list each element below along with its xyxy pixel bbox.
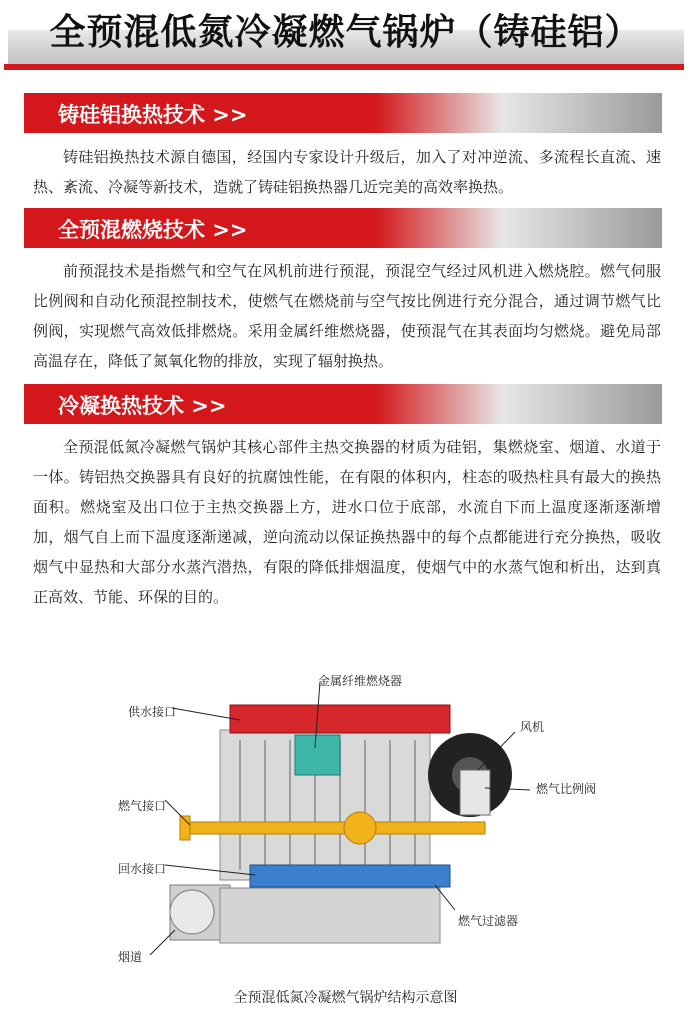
gas-joint	[344, 812, 376, 844]
label-supply: 供水接口	[128, 705, 177, 719]
title-underline	[4, 64, 684, 70]
label-fan: 风机	[520, 720, 545, 734]
label-gas-valve: 燃气比例阀	[536, 782, 597, 796]
section-body: 全预混低氮冷凝燃气锅炉其核心部件主热交换器的材质为硅铝，集燃烧室、烟道、水道于一体。铸铝热交换器具有良好的抗腐蚀性能，在有限的体积内，柱态的吸热柱具有最大的换热面积。燃烧室及出口位于主热交换器上方，进水口位于底部，水流自下而上温度逐渐逐渐增加，烟气自上而下温度逐渐递减，逆向流动以保证换热器中的每个点都能进行充分换热，吸收烟气中显热和大部分水蒸汽潜热，有限的降低排烟温度，使烟气中的水蒸气饱和析出，达到真正高效、节能、环保的目的。	[33, 438, 661, 606]
supply-manifold	[230, 705, 450, 733]
page-title: 全预混低氮冷凝燃气锅炉（铸硅铝）	[49, 12, 642, 53]
section-body: 铸硅铝换热技术源自德国，经国内专家设计升级后，加入了对冲逆流、多流程长直流、速热、紊流、冷凝等新技术，造就了铸硅铝换热器几近完美的高效率换热。	[33, 148, 661, 196]
label-filter: 燃气过滤器	[458, 914, 519, 928]
diagram-caption: 全预混低氮冷凝燃气锅炉结构示意图	[233, 990, 458, 1006]
section-heading: 冷凝换热技术 >>	[58, 394, 227, 418]
gas-valve	[460, 770, 490, 815]
label-gas-inlet: 燃气接口	[118, 799, 167, 813]
boiler-diagram	[110, 660, 640, 980]
section-body: 前预混技术是指燃气和空气在风机前进行预混，预混空气经过风机进入燃烧腔。燃气伺服比例阀和自动化预混控制技术，使燃气在燃烧前与空气按比例进行充分混合，通过调节燃气比例阀，实现燃气高效低排燃烧。采用金属纤维燃烧器，使预混气在其表面均匀燃烧。避免局部高温存在，降低了氮氧化物的排放，实现了辐射换热。	[33, 262, 661, 370]
gas-pipe	[185, 822, 485, 834]
label-return: 回水接口	[118, 862, 167, 876]
label-burner: 金属纤维燃烧器	[318, 674, 403, 688]
section-heading: 铸硅铝换热技术 >>	[58, 103, 248, 127]
section-heading: 全预混燃烧技术 >>	[58, 218, 248, 242]
section-header-3	[24, 384, 662, 424]
return-manifold	[250, 865, 450, 887]
label-flue: 烟道	[118, 950, 143, 964]
section-header-1	[24, 93, 662, 133]
base	[220, 888, 440, 943]
section-header-2	[24, 208, 662, 248]
title-banner	[0, 0, 691, 80]
burner	[295, 735, 340, 775]
